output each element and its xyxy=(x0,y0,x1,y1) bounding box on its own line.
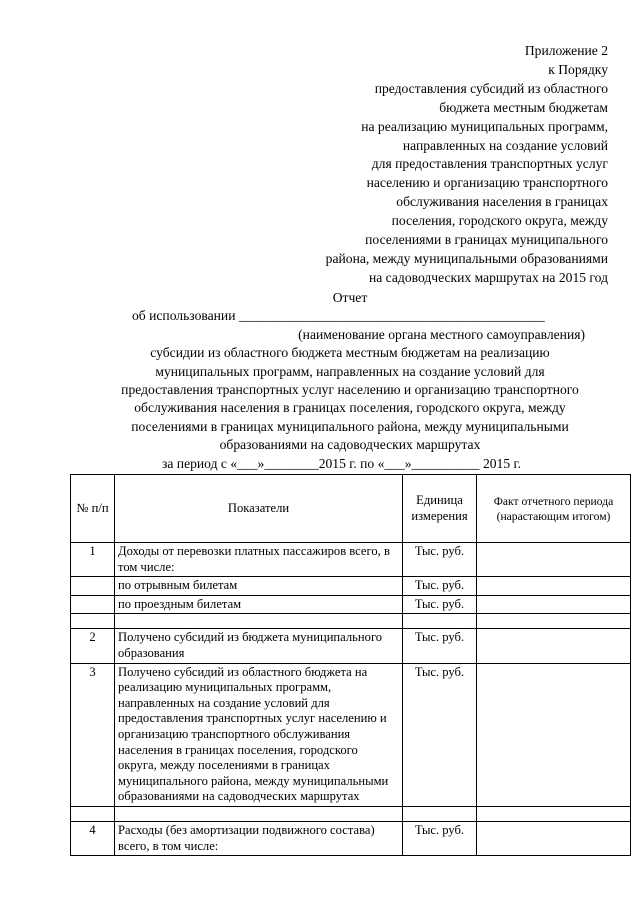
subject-line: обслуживания населения в границах поселения, городского округа, между xyxy=(134,400,566,416)
row-text: по проездным билетам xyxy=(115,595,403,614)
appendix-line: обслуживания населения в границах xyxy=(396,194,608,210)
row-num: 3 xyxy=(71,663,115,806)
row-fact-cell[interactable] xyxy=(477,543,631,577)
appendix-line: населению и организацию транспортного xyxy=(366,175,608,191)
row-unit: Тыс. руб. xyxy=(403,595,477,614)
table-header-row xyxy=(71,475,631,543)
row-text: по отрывным билетам xyxy=(115,577,403,596)
usage-line: об использовании _____________________________________________ xyxy=(132,308,545,324)
row-text: Получено субсидий из областного бюджета на реализацию муниципальных программ, направленных на создание условий для предоставления транспортных услуг населению и организацию транспортного обслуживания населения в границах поселения, городского округа, между поселениями в границах муниципального района, между муниципальными образованиями на садоводческих маршрутах xyxy=(115,663,403,806)
header-indicators: Показатели xyxy=(115,475,403,543)
appendix-line: для предоставления транспортных услуг xyxy=(371,156,608,172)
row-text: Получено субсидий из бюджета муниципального образования xyxy=(115,629,403,663)
subject-line: субсидии из областного бюджета местным бюджетам на реализацию xyxy=(150,345,550,361)
table-row xyxy=(71,543,631,577)
row-fact-cell[interactable] xyxy=(477,595,631,614)
appendix-line: поселениями в границах муниципального xyxy=(365,232,608,248)
table-row xyxy=(71,821,631,855)
header-num: № п/п xyxy=(71,475,115,543)
row-unit: Тыс. руб. xyxy=(403,629,477,663)
row-unit: Тыс. руб. xyxy=(403,663,477,806)
subject-line: образованиями на садоводческих маршрутах xyxy=(219,437,481,453)
table-spacer-row xyxy=(71,806,631,821)
appendix-line: на реализацию муниципальных программ, xyxy=(361,118,608,134)
row-num: 1 xyxy=(71,543,115,577)
report-table xyxy=(70,474,631,856)
appendix-line: направленных на создание условий xyxy=(402,137,608,153)
subject-line: предоставления транспортных услуг населению и организацию транспортного xyxy=(121,382,579,398)
report-title: Отчет xyxy=(332,290,368,305)
authority-caption: (наименование органа местного самоуправления) xyxy=(298,326,585,342)
row-text: Расходы (без амортизации подвижного состава) всего, в том числе: xyxy=(115,821,403,855)
row-fact-cell[interactable] xyxy=(477,821,631,855)
row-fact-cell[interactable] xyxy=(477,663,631,806)
appendix-header xyxy=(248,42,608,288)
period-line: за период с «___»________2015 г. по «___»__________ 2015 г. xyxy=(162,455,521,471)
appendix-line: предоставления субсидий из областного xyxy=(374,80,608,96)
header-fact: Факт отчетного периода (нарастающим итогом) xyxy=(477,475,631,543)
row-num: 2 xyxy=(71,629,115,663)
table-row xyxy=(71,663,631,806)
appendix-line: на садоводческих маршрутах на 2015 год xyxy=(368,269,608,285)
subject-line: муниципальных программ, направленных на создание условий для xyxy=(155,363,545,379)
report-title-block xyxy=(70,289,630,473)
table-row xyxy=(71,629,631,663)
row-num: 4 xyxy=(71,821,115,855)
table-row xyxy=(71,595,631,614)
appendix-line: Приложение 2 xyxy=(524,43,608,58)
row-fact-cell[interactable] xyxy=(477,577,631,596)
row-unit: Тыс. руб. xyxy=(403,821,477,855)
appendix-line: поселения, городского округа, между xyxy=(391,213,608,229)
row-unit: Тыс. руб. xyxy=(403,577,477,596)
row-fact-cell[interactable] xyxy=(477,629,631,663)
appendix-line: к Порядку xyxy=(548,61,608,77)
row-num xyxy=(71,595,115,614)
table-row xyxy=(71,577,631,596)
header-unit: Единица измерения xyxy=(403,475,477,543)
appendix-line: района, между муниципальными образованиями xyxy=(325,250,608,266)
row-num xyxy=(71,577,115,596)
row-text: Доходы от перевозки платных пассажиров всего, в том числе: xyxy=(115,543,403,577)
appendix-line: бюджета местным бюджетам xyxy=(439,99,608,115)
subject-line: поселениями в границах муниципального района, между муниципальными xyxy=(131,418,569,434)
row-unit: Тыс. руб. xyxy=(403,543,477,577)
table-spacer-row xyxy=(71,614,631,629)
